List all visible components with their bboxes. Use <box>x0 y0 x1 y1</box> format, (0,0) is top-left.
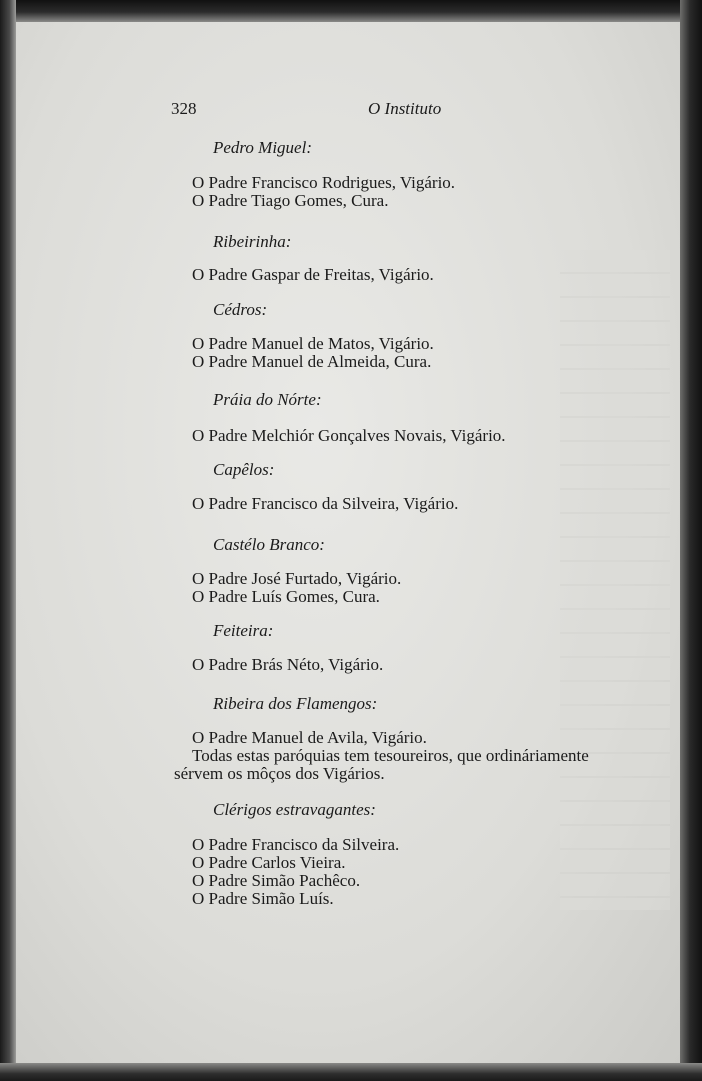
clergy-entry: O Padre Simão Pachêco. <box>192 871 361 890</box>
clergy-entry: O Padre Francisco Rodrigues, Vigário. <box>192 173 456 192</box>
clergy-entry: O Padre Manuel de Avila, Vigário. <box>192 728 427 747</box>
section-heading: Clérigos estravagantes: <box>213 800 376 819</box>
clergy-entry: O Padre José Furtado, Vigário. <box>192 569 402 588</box>
section-heading: Cédros: <box>213 300 268 319</box>
section-heading: Ribeirinha: <box>213 232 292 251</box>
clergy-entry: O Padre Luís Gomes, Cura. <box>192 587 380 606</box>
running-title: O Instituto <box>368 99 442 118</box>
show-through-texture <box>560 250 670 910</box>
section-heading: Ribeira dos Flamengos: <box>213 694 378 713</box>
page-number: 328 <box>171 99 197 118</box>
clergy-entry: O Padre Brás Néto, Vigário. <box>192 655 384 674</box>
clergy-entry: O Padre Francisco da Silveira. <box>192 835 400 854</box>
section-heading: Castélo Branco: <box>213 535 325 554</box>
page-edge-right <box>680 0 702 1081</box>
page-edge-top <box>0 0 702 22</box>
page-edge-left <box>0 0 16 1081</box>
page-edge-bottom <box>0 1063 702 1081</box>
paragraph-line: Todas estas paróquias tem tesoureiros, que ordináriamente <box>192 746 589 765</box>
section-heading: Pedro Miguel: <box>213 138 312 157</box>
clergy-entry: O Padre Simão Luís. <box>192 889 334 908</box>
clergy-entry: O Padre Francisco da Silveira, Vigário. <box>192 494 459 513</box>
section-heading: Capêlos: <box>213 460 275 479</box>
clergy-entry: O Padre Tiago Gomes, Cura. <box>192 191 389 210</box>
clergy-entry: O Padre Manuel de Matos, Vigário. <box>192 334 434 353</box>
clergy-entry: O Padre Gaspar de Freitas, Vigário. <box>192 265 434 284</box>
clergy-entry: O Padre Carlos Vieira. <box>192 853 346 872</box>
paragraph-line: sérvem os môços dos Vigários. <box>174 764 385 783</box>
section-heading: Feiteira: <box>213 621 274 640</box>
clergy-entry: O Padre Melchiór Gonçalves Novais, Vigário. <box>192 426 506 445</box>
clergy-entry: O Padre Manuel de Almeida, Cura. <box>192 352 432 371</box>
section-heading: Práia do Nórte: <box>213 390 322 409</box>
